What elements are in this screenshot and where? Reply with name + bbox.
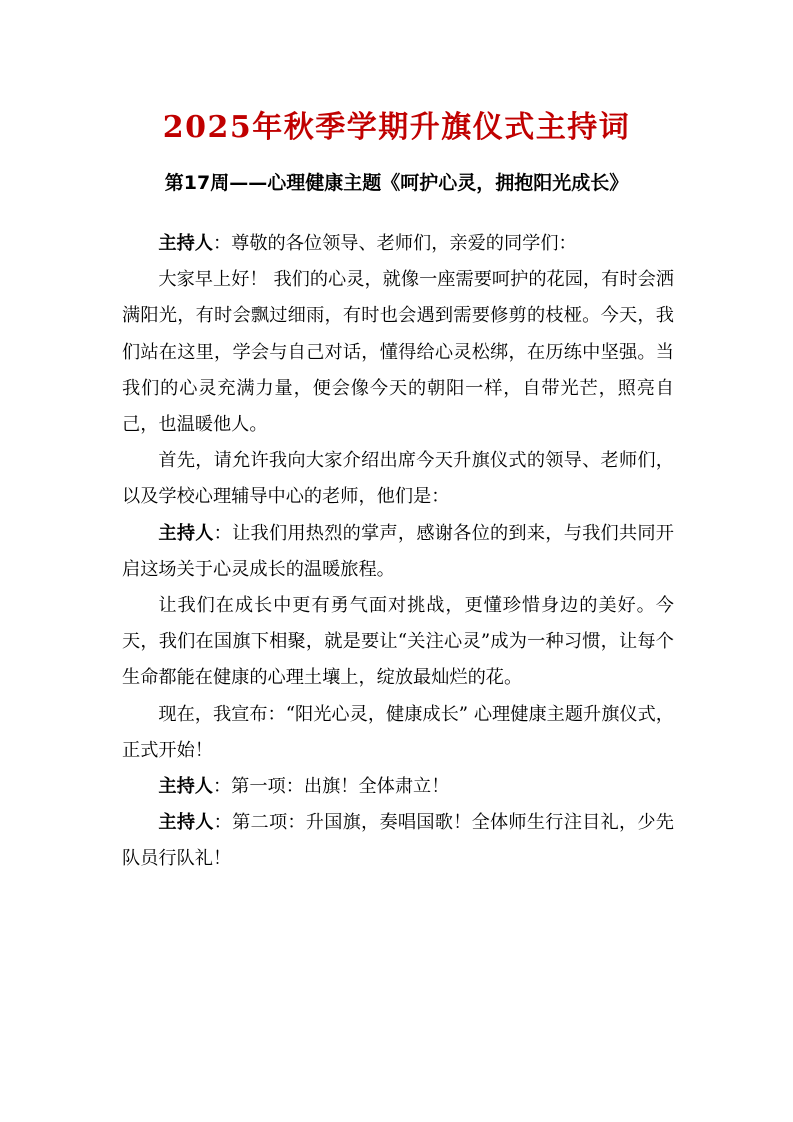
document-body: [122, 226, 674, 878]
paragraph: [122, 769, 674, 805]
paragraph-text: ：尊敬的各位领导、老师们，亲爱的同学们：: [212, 233, 577, 254]
paragraph: [122, 805, 674, 877]
paragraph: [122, 516, 674, 588]
paragraph-text: ：第二项：升国旗，奏唱国歌！全体师生行注目礼，少先队员行队礼！: [122, 812, 674, 870]
speaker-label: 主持人: [158, 233, 213, 254]
paragraph-text: 首先，请允许我向大家介绍出席今天升旗仪式的领导、老师们，以及学校心理辅导中心的老师，他们是：: [122, 450, 674, 508]
speaker-label: 主持人: [158, 776, 213, 798]
paragraph: [122, 262, 674, 443]
document-title: 2025年秋季学期升旗仪式主持词: [162, 110, 631, 145]
speaker-label: 主持人: [158, 522, 214, 544]
paragraph-text: ：第一项：出旗！全体肃立！: [212, 776, 450, 798]
paragraph-text: 大家早上好！ 我们的心灵，就像一座需要呵护的花园，有时会洒满阳光，有时会飘过细雨，有时也会遇到需要修剪的枝桠。今天，我们站在这里，学会与自己对话，懂得给心灵松绑，在历练中坚强。当我们的心灵充满力量，便会像今天的朝阳一样，自带光芒，照亮自己，也温暖他人。: [122, 269, 674, 436]
speaker-label: 主持人: [158, 812, 214, 834]
paragraph: [122, 226, 674, 262]
paragraph-text: 让我们在成长中更有勇气面对挑战，更懂珍惜身边的美好。今天，我们在国旗下相聚，就是要让“关注心灵”成为一种习惯，让每个生命都能在健康的心理土壤上，绽放最灿烂的花。: [122, 595, 674, 689]
document-subtitle: 第17周——心理健康主题《呵护心灵，拥抱阳光成长》: [164, 172, 629, 194]
paragraph: [122, 697, 674, 769]
paragraph: [122, 443, 674, 515]
paragraph-text: 现在，我宣布：“阳光心灵，健康成长” 心理健康主题升旗仪式，正式开始！: [122, 703, 674, 761]
paragraph: [122, 588, 674, 697]
paragraph-text: ：让我们用热烈的掌声，感谢各位的到来，与我们共同开启这场关于心灵成长的温暖旅程。: [122, 522, 674, 580]
